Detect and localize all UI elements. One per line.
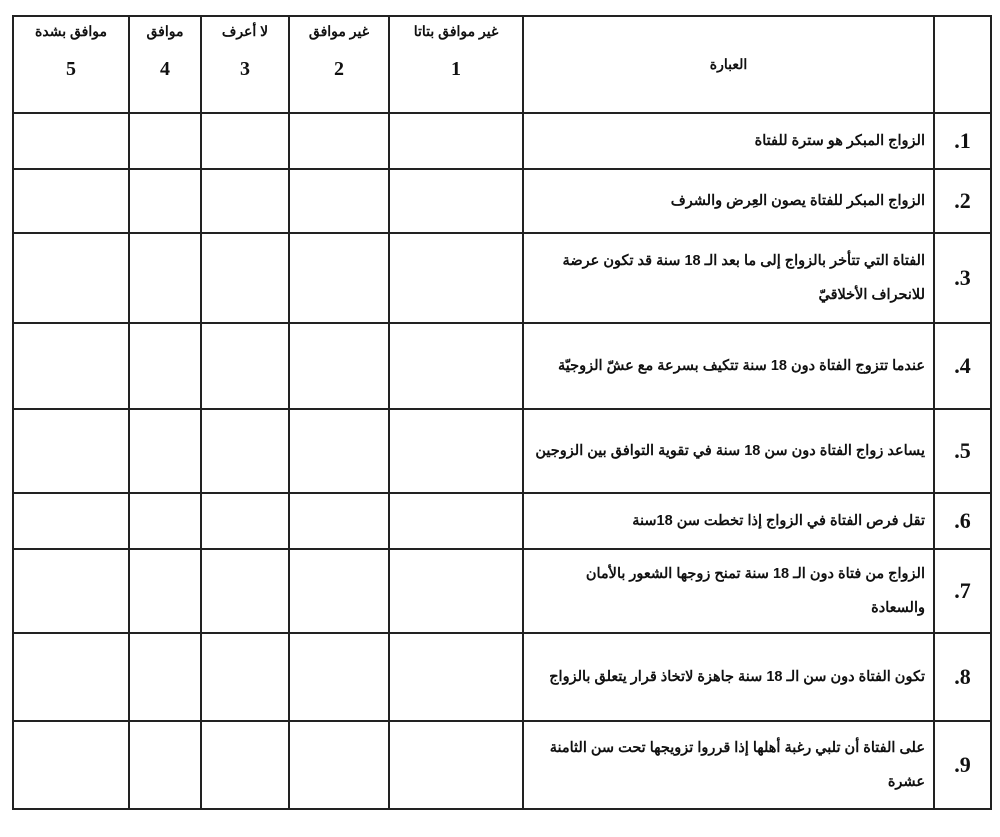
scale-label: غير موافق بتاتا bbox=[413, 23, 499, 39]
statement-text: الزواج من فتاة دون الـ 18 سنة تمنح زوجها الشعور بالأمان والسعادة bbox=[523, 549, 934, 633]
response-cell-2[interactable] bbox=[289, 493, 389, 549]
statement-text: تقل فرص الفتاة في الزواج إذا تخطت سن 18سنة bbox=[523, 493, 934, 549]
response-cell-4[interactable] bbox=[129, 323, 201, 409]
header-row bbox=[13, 16, 991, 113]
statement-text: الزواج المبكر هو سترة للفتاة bbox=[523, 113, 934, 169]
statement-text: تكون الفتاة دون سن الـ 18 سنة جاهزة لاتخاذ قرار يتعلق بالزواج bbox=[523, 633, 934, 721]
scale-label: موافق بشدة bbox=[35, 23, 107, 39]
response-cell-1[interactable] bbox=[389, 113, 523, 169]
response-cell-1[interactable] bbox=[389, 493, 523, 549]
scale-label: موافق bbox=[146, 23, 184, 39]
scale-header-4 bbox=[129, 16, 201, 113]
likert-questionnaire-table bbox=[12, 15, 992, 810]
scale-header-5 bbox=[13, 16, 129, 113]
response-cell-3[interactable] bbox=[201, 549, 289, 633]
response-cell-4[interactable] bbox=[129, 169, 201, 233]
scale-header-1 bbox=[389, 16, 523, 113]
statement-text: عندما تتزوج الفتاة دون 18 سنة تتكيف بسرعة مع عشّ الزوجيّة bbox=[523, 323, 934, 409]
item-number: 9. bbox=[934, 721, 991, 809]
response-cell-4[interactable] bbox=[129, 721, 201, 809]
scale-header-3 bbox=[201, 16, 289, 113]
response-cell-3[interactable] bbox=[201, 721, 289, 809]
response-cell-5[interactable] bbox=[13, 233, 129, 323]
table-row bbox=[13, 721, 991, 809]
item-number: 7. bbox=[934, 549, 991, 633]
response-cell-3[interactable] bbox=[201, 233, 289, 323]
response-cell-4[interactable] bbox=[129, 233, 201, 323]
statement-text: الفتاة التي تتأخر بالزواج إلى ما بعد الـ 18 سنة قد تكون عرضة للانحراف الأخلاقيّ bbox=[523, 233, 934, 323]
response-cell-3[interactable] bbox=[201, 409, 289, 493]
item-number: 1. bbox=[934, 113, 991, 169]
statement-text: على الفتاة أن تلبي رغبة أهلها إذا قرروا تزويجها تحت سن الثامنة عشرة bbox=[523, 721, 934, 809]
statement-text: يساعد زواج الفتاة دون سن 18 سنة في تقوية التوافق بين الزوجين bbox=[523, 409, 934, 493]
response-cell-1[interactable] bbox=[389, 233, 523, 323]
response-cell-2[interactable] bbox=[289, 549, 389, 633]
response-cell-5[interactable] bbox=[13, 549, 129, 633]
response-cell-5[interactable] bbox=[13, 323, 129, 409]
scale-header-2 bbox=[289, 16, 389, 113]
response-cell-3[interactable] bbox=[201, 323, 289, 409]
response-cell-2[interactable] bbox=[289, 323, 389, 409]
item-number: 6. bbox=[934, 493, 991, 549]
scale-label: غير موافق bbox=[308, 23, 370, 39]
number-header bbox=[934, 16, 991, 113]
response-cell-2[interactable] bbox=[289, 721, 389, 809]
response-cell-2[interactable] bbox=[289, 113, 389, 169]
table-row bbox=[13, 233, 991, 323]
response-cell-5[interactable] bbox=[13, 493, 129, 549]
item-number: 3. bbox=[934, 233, 991, 323]
response-cell-2[interactable] bbox=[289, 233, 389, 323]
item-number: 2. bbox=[934, 169, 991, 233]
response-cell-2[interactable] bbox=[289, 409, 389, 493]
table-row bbox=[13, 409, 991, 493]
scale-value: 2 bbox=[334, 58, 344, 80]
response-cell-1[interactable] bbox=[389, 721, 523, 809]
table-row bbox=[13, 113, 991, 169]
response-cell-5[interactable] bbox=[13, 633, 129, 721]
response-cell-4[interactable] bbox=[129, 633, 201, 721]
response-cell-3[interactable] bbox=[201, 633, 289, 721]
scale-value: 3 bbox=[240, 58, 250, 80]
response-cell-5[interactable] bbox=[13, 113, 129, 169]
item-number: 8. bbox=[934, 633, 991, 721]
item-number: 4. bbox=[934, 323, 991, 409]
response-cell-1[interactable] bbox=[389, 549, 523, 633]
response-cell-3[interactable] bbox=[201, 113, 289, 169]
response-cell-2[interactable] bbox=[289, 169, 389, 233]
response-cell-1[interactable] bbox=[389, 169, 523, 233]
response-cell-2[interactable] bbox=[289, 633, 389, 721]
scale-label: لا أعرف bbox=[221, 23, 269, 39]
scale-value: 5 bbox=[66, 58, 76, 80]
response-cell-3[interactable] bbox=[201, 493, 289, 549]
response-cell-3[interactable] bbox=[201, 169, 289, 233]
response-cell-5[interactable] bbox=[13, 169, 129, 233]
response-cell-4[interactable] bbox=[129, 409, 201, 493]
item-number: 5. bbox=[934, 409, 991, 493]
response-cell-4[interactable] bbox=[129, 113, 201, 169]
response-cell-1[interactable] bbox=[389, 323, 523, 409]
response-cell-5[interactable] bbox=[13, 721, 129, 809]
statement-text: الزواج المبكر للفتاة يصون العِرض والشرف bbox=[523, 169, 934, 233]
statement-header: العبارة bbox=[523, 16, 934, 113]
table-row bbox=[13, 493, 991, 549]
response-cell-4[interactable] bbox=[129, 493, 201, 549]
response-cell-1[interactable] bbox=[389, 409, 523, 493]
scale-value: 1 bbox=[451, 58, 461, 80]
table-row bbox=[13, 169, 991, 233]
response-cell-1[interactable] bbox=[389, 633, 523, 721]
table-row bbox=[13, 549, 991, 633]
table-row bbox=[13, 633, 991, 721]
response-cell-5[interactable] bbox=[13, 409, 129, 493]
scale-value: 4 bbox=[160, 58, 170, 80]
response-cell-4[interactable] bbox=[129, 549, 201, 633]
table-row bbox=[13, 323, 991, 409]
